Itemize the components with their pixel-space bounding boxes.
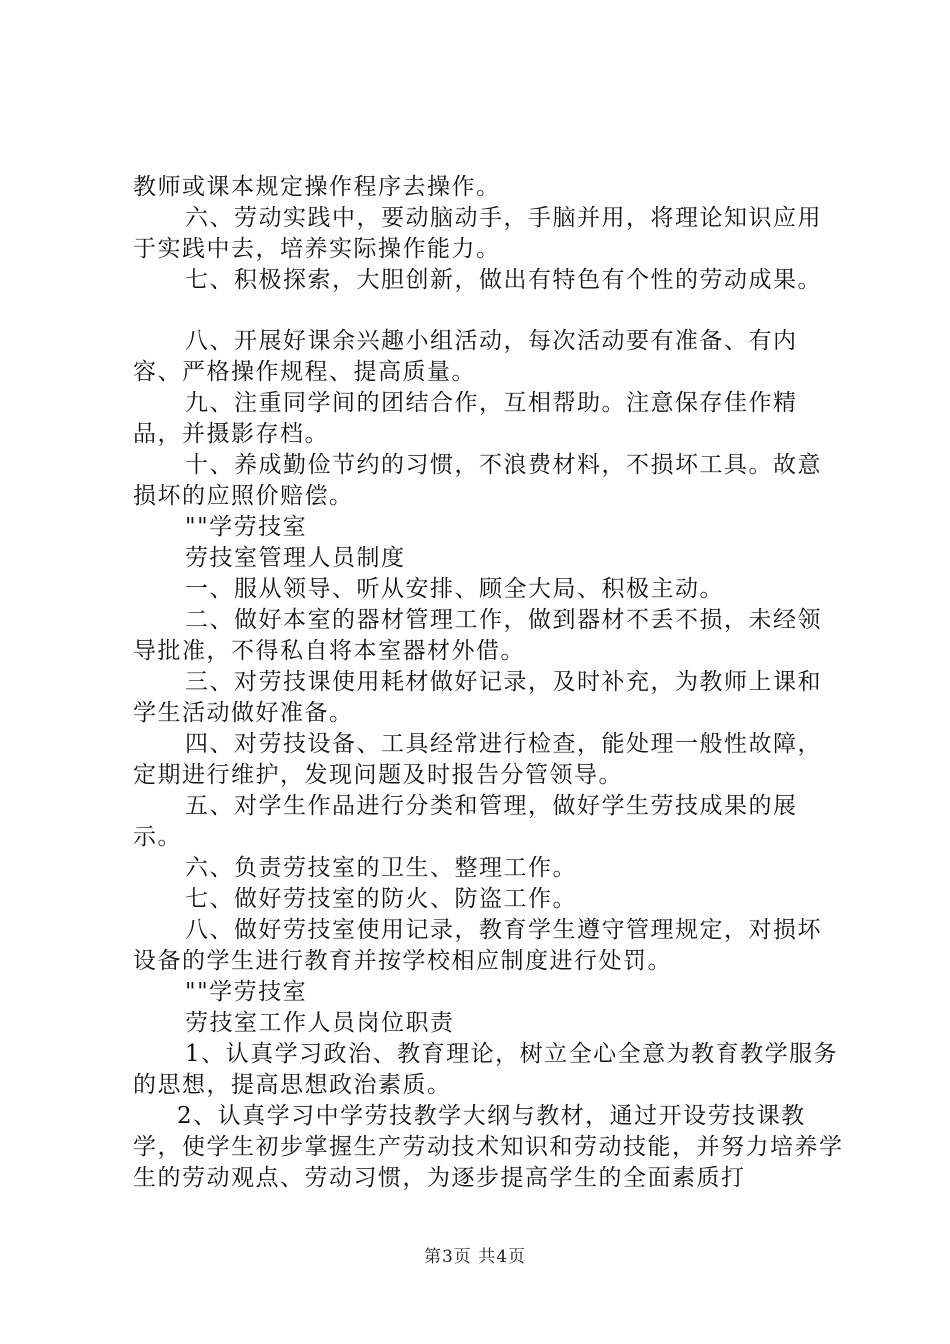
section-title: 劳技室工作人员岗位职责: [185, 1010, 455, 1036]
paragraph: 二、做好本室的器材管理工作，做到器材不丢不损，未经领导批准，不得私自将本室器材外借。: [133, 607, 822, 664]
section-title: 劳技室管理人员制度: [185, 545, 406, 571]
page-footer: 第3页 共4页: [423, 1247, 527, 1267]
paragraph: 七、做好劳技室的防火、防盗工作。: [185, 886, 577, 912]
paragraph: 教师或课本规定操作程序去操作。: [133, 174, 501, 200]
paragraph: 一、服从领导、听从安排、顾全大局、积极主动。: [185, 576, 724, 602]
section-heading: ""学劳技室: [185, 979, 308, 1005]
paragraph: 三、对劳技课使用耗材做好记录，及时补充，为教师上课和学生活动做好准备。: [133, 669, 822, 726]
paragraph: 五、对学生作品进行分类和管理，做好学生劳技成果的展示。: [133, 793, 798, 850]
paragraph: 2、认真学习中学劳技教学大纲与教材，通过开设劳技课教学，使学生初步掌握生产劳动技术知识和劳动技能，并努力培养学生的劳动观点、劳动习惯，为逐步提高学生的全面素质打: [133, 1103, 844, 1191]
paragraph-gap: [133, 296, 845, 326]
section-heading: ""学劳技室: [185, 514, 308, 540]
paragraph: 四、对劳技设备、工具经常进行检查，能处理一般性故障，定期进行维护，发现问题及时报告分管领导。: [133, 731, 822, 788]
paragraph: 九、注重同学间的团结合作，互相帮助。注意保存佳作精品，并摄影存档。: [133, 390, 798, 447]
document-body: [133, 172, 845, 1194]
paragraph: 七、积极探索，大胆创新，做出有特色有个性的劳动成果。: [185, 267, 822, 293]
paragraph: 六、劳动实践中，要动脑动手，手脑并用，将理论知识应用于实践中去，培养实际操作能力。: [133, 205, 822, 262]
paragraph: 八、开展好课余兴趣小组活动，每次活动要有准备、有内容、严格操作规程、提高质量。: [133, 328, 798, 385]
paragraph: 1、认真学习政治、教育理论，树立全心全意为教育教学服务的思想，提高思想政治素质。: [133, 1041, 839, 1098]
paragraph: 六、负责劳技室的卫生、整理工作。: [185, 855, 577, 881]
paragraph: 十、养成勤俭节约的习惯，不浪费材料，不损坏工具。故意损坏的应照价赔偿。: [133, 452, 822, 509]
paragraph: 八、做好劳技室使用记录，教育学生遵守管理规定，对损坏设备的学生进行教育并按学校相应制度进行处罚。: [133, 917, 822, 974]
